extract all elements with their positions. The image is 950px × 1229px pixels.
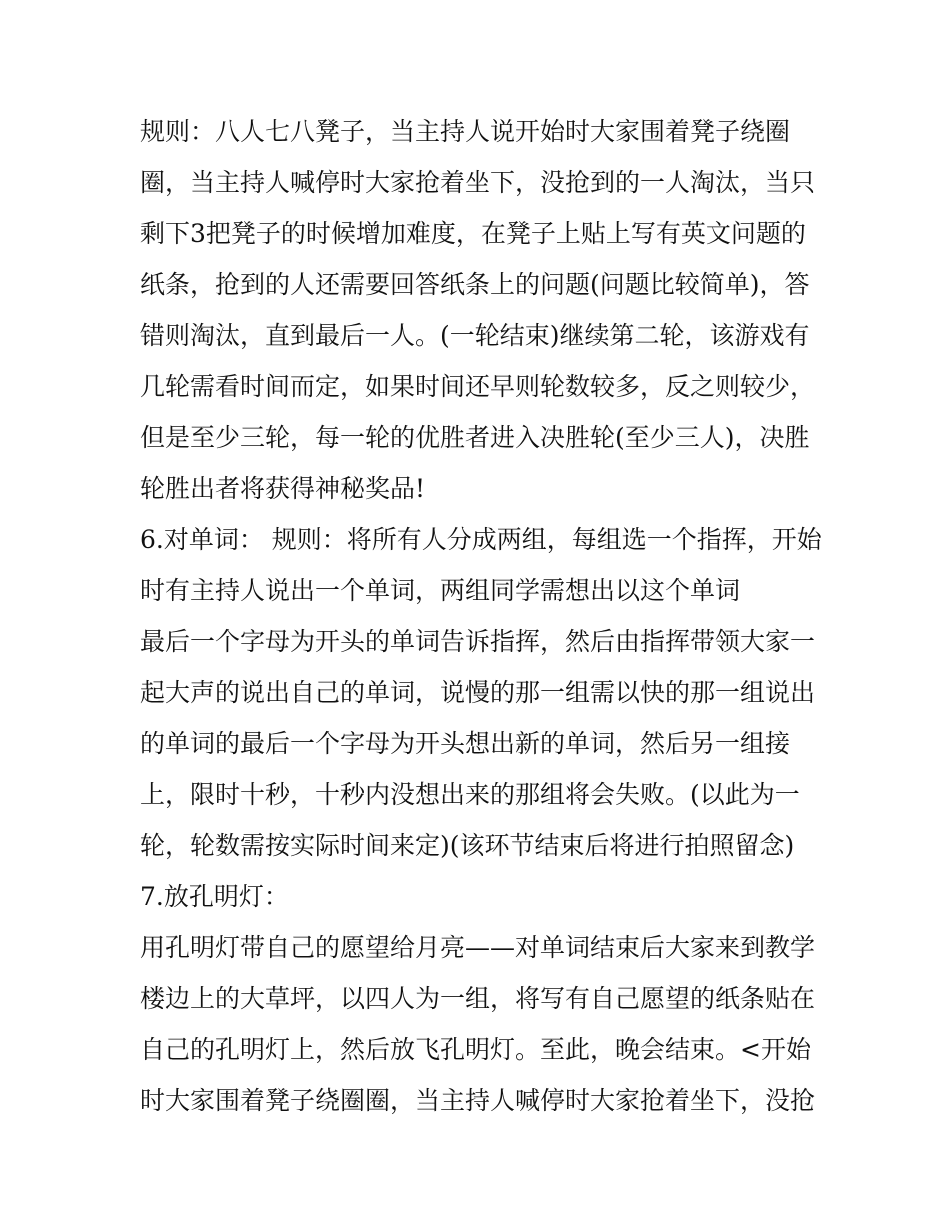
text-line: 用孔明灯带自己的愿望给月亮——对单词结束后大家来到教学 — [140, 933, 816, 962]
text-line: 轮，轮数需按实际时间来定)(该环节结束后将进行拍照留念) — [140, 831, 795, 860]
text-line: 但是至少三轮，每一轮的优胜者进入决胜轮(至少三人)，决胜 — [140, 423, 810, 452]
text-line: 错则淘汰，直到最后一人。(一轮结束)继续第二轮，该游戏有 — [140, 321, 810, 350]
text-line: 时有主持人说出一个单词，两组同学需想出以这个单词 — [140, 576, 741, 605]
text-line: 时大家围着凳子绕圈圈，当主持人喊停时大家抢着坐下，没抢 — [140, 1086, 816, 1115]
text-line: 规则：八人七八凳子，当主持人说开始时大家围着凳子绕圈 — [140, 117, 791, 146]
text-line: 楼边上的大草坪，以四人为一组，将写有自己愿望的纸条贴在 — [140, 984, 816, 1013]
document-body — [140, 106, 830, 1126]
text-line: 上，限时十秒，十秒内没想出来的那组将会失败。(以此为一 — [140, 780, 800, 809]
text-line: 自己的孔明灯上，然后放飞孔明灯。至此，晚会结束。<开始 — [140, 1035, 811, 1064]
section-heading-6: 6.对单词： 规则：将所有人分成两组，每组选一个指挥，开始 — [140, 525, 822, 554]
text-line: 几轮需看时间而定，如果时间还早则轮数较多，反之则较少， — [140, 372, 816, 401]
text-line: 圈，当主持人喊停时大家抢着坐下，没抢到的一人淘汰，当只 — [140, 168, 816, 197]
text-line: 剩下3把凳子的时候增加难度，在凳子上贴上写有英文问题的 — [140, 219, 806, 248]
text-line: 起大声的说出自己的单词，说慢的那一组需以快的那一组说出 — [140, 678, 816, 707]
text-line: 纸条，抢到的人还需要回答纸条上的问题(问题比较简单)，答 — [140, 270, 810, 299]
text-line: 轮胜出者将获得神秘奖品! — [140, 474, 426, 503]
section-heading-7: 7.放孔明灯： — [140, 882, 289, 911]
text-line: 的单词的最后一个字母为开头想出新的单词，然后另一组接 — [140, 729, 791, 758]
text-line: 最后一个字母为开头的单词告诉指挥，然后由指挥带领大家一 — [140, 627, 816, 656]
